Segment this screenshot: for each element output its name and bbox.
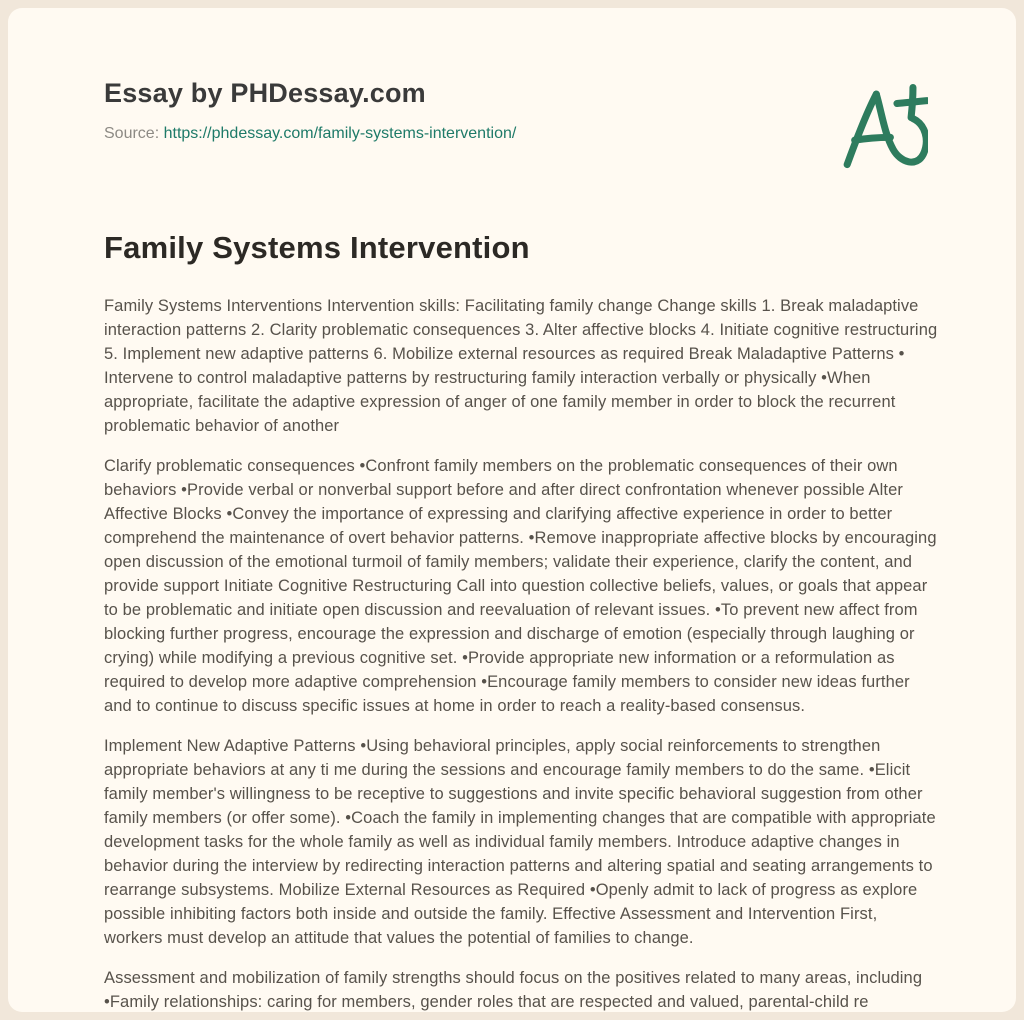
essay-title: Family Systems Intervention [104, 230, 530, 265]
essay-paragraph-3: Implement New Adaptive Patterns •Using behavioral principles, apply social reinforcements to strengthen appropriate behaviors at any ti me during the sessions and encourage family members to do the same. •Elicit family member's willingness to be receptive to suggestions and invite specific behavioral suggestion from other family members (or offer some). •Coach the family in implementing changes that are compatible with appropriate development tasks for the whole family as well as individual family members. Introduce adaptive changes in behavior during the interview by redirecting interaction patterns and altering spatial and seating arrangements to rearrange subsystems. Mobilize External Resources as Required •Openly admit to lack of progress as explore possible inhibiting factors both inside and outside the family. Effective Assessment and Intervention First, workers must develop an attitude that values the potential of families to change. [104, 737, 936, 947]
essay-paragraph-2: Clarify problematic consequences •Confront family members on the problematic consequences of their own behaviors •Provide verbal or nonverbal support before and after direct confrontation whenever possible Alter Affective Blocks •Convey the importance of expressing and clarifying affective experience in order to better comprehend the maintenance of overt behavior patterns. •Remove inappropriate affective blocks by encouraging open discussion of the emotional turmoil of family members; validate their experience, clarify the content, and provide support Initiate Cognitive Restructuring Call into question collective beliefs, values, or goals that appear to be problematic and initiate open discussion and reevaluation of relevant issues. •To prevent new affect from blocking further progress, encourage the expression and discharge of emotion (especially through laughing or crying) while modifying a previous cognitive set. •Provide appropriate new information or a reformulation as required to develop more adaptive comprehension •Encourage family members to consider new ideas further and to continue to discuss specific issues at home in order to reach a reality-based consensus. [104, 457, 937, 715]
essay-paragraph-1: Family Systems Interventions Intervention skills: Facilitating family change Change skills 1. Break maladaptive interaction patterns 2. Clarity problematic consequences 3. Alter affective blocks 4. Initiate cognitive restructuring 5. Implement new adaptive patterns 6. Mobilize external resources as required Break Maladaptive Patterns • Intervene to control maladaptive patterns by restructuring family interaction verbally or physically •When appropriate, facilitate the adaptive expression of anger of one family member in order to block the recurrent problematic behavior of another [104, 297, 938, 435]
essay-paragraph-4: Assessment and mobilization of family strengths should focus on the positives related to many areas, including •Family relationships: caring for members, gender roles that are respected and valued, parental-child re [104, 969, 923, 1011]
source-label: Source: [104, 125, 160, 142]
header-text-block [96, 78, 516, 143]
aplus-logo-icon [834, 80, 928, 174]
essay-page-card [8, 8, 1016, 1012]
source-line [96, 125, 516, 143]
site-title: Essay by PHDessay.com [104, 78, 426, 108]
source-url-link[interactable]: https://phdessay.com/family-systems-intervention/ [163, 125, 517, 142]
page-header [96, 78, 928, 174]
essay-body [96, 294, 938, 1012]
